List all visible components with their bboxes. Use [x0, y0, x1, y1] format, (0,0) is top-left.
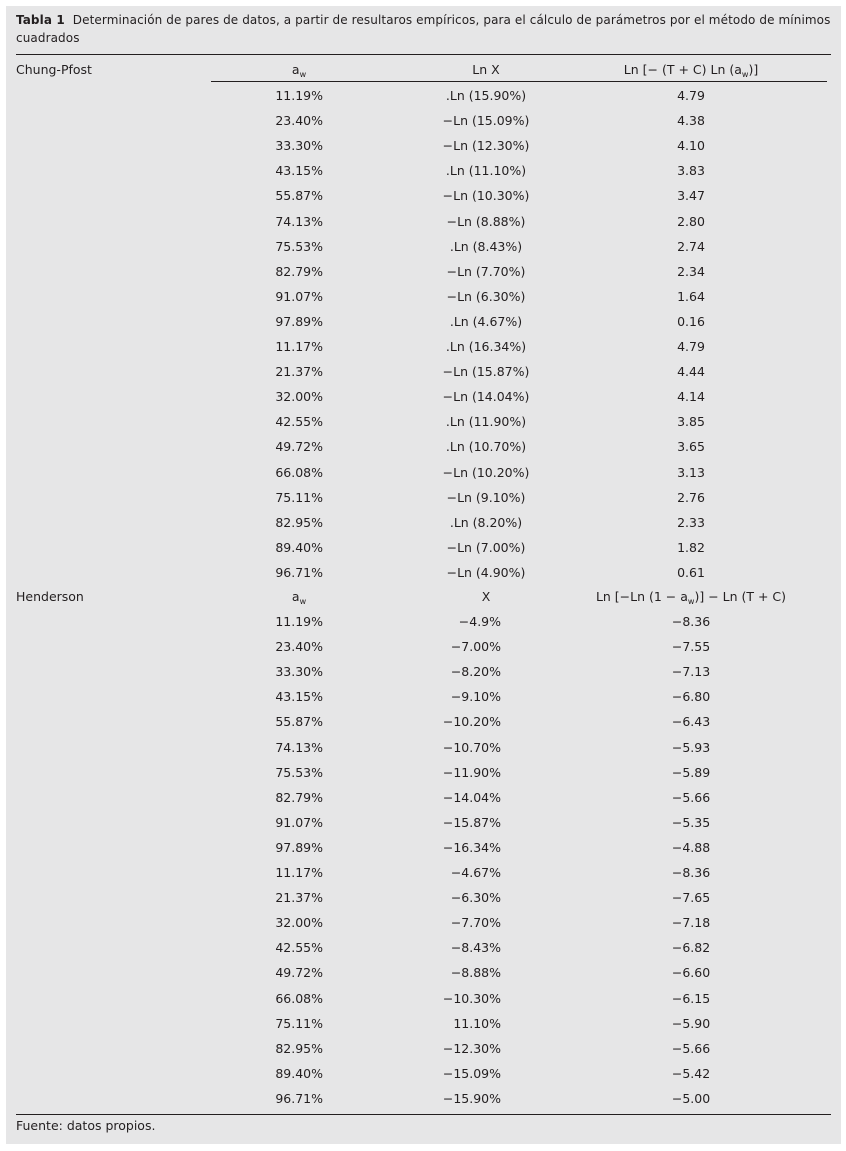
table-row: [6, 485, 841, 510]
table-row: [6, 735, 841, 760]
henderson-aw-value: 11.17%: [275, 865, 323, 880]
table-row: [6, 209, 841, 234]
chung-x-value: −Ln (14.04%): [442, 389, 530, 405]
chung-ln-value: 4.44: [677, 364, 705, 380]
chung-ln-value: 3.85: [677, 414, 705, 430]
chung-ln-value: 0.61: [677, 564, 705, 580]
chung-x-value: −Ln (15.87%): [442, 364, 530, 380]
chung-aw-value: 21.37%: [275, 364, 323, 380]
table-row: [6, 684, 841, 709]
henderson-x-value: −4.67%: [450, 865, 501, 880]
henderson-x-value: −12.30%: [442, 1040, 501, 1056]
henderson-ln-value: −8.36: [671, 614, 711, 629]
chung-ln-value: 4.10: [677, 138, 705, 154]
chung-ln-value: 4.14: [677, 389, 705, 405]
henderson-x-value: −9.10%: [450, 689, 501, 705]
henderson-x-value: −7.70%: [450, 915, 501, 931]
bottom-rule: [16, 1114, 831, 1115]
henderson-ln-value: −5.66: [671, 1040, 711, 1056]
henderson-aw-value: 33.30%: [275, 664, 323, 680]
chung-aw-value: 75.53%: [275, 238, 323, 254]
chung-ln-value: 3.13: [677, 464, 705, 480]
henderson-ln-value: −5.89: [671, 764, 711, 780]
table-row: [6, 560, 841, 585]
chung-ln-value: 2.80: [677, 213, 705, 229]
chung-x-value: −Ln (15.09%): [442, 113, 530, 129]
chung-aw-value: 23.40%: [275, 113, 323, 129]
henderson-aw-value: 43.15%: [275, 689, 323, 705]
table-row: [6, 860, 841, 885]
table-row: [6, 83, 841, 108]
henderson-ln-value: −6.82: [671, 940, 711, 956]
table-row: [6, 1061, 841, 1086]
henderson-aw-value: 49.72%: [275, 965, 323, 981]
chung-aw-value: 74.13%: [275, 213, 323, 229]
chung-x-value: −Ln (10.20%): [442, 464, 530, 480]
table-row: [6, 709, 841, 734]
chung-ln-value: 1.64: [677, 288, 705, 304]
henderson-ln-value: −6.80: [671, 689, 711, 705]
table-label: Tabla 1: [16, 13, 65, 27]
table-row: [6, 835, 841, 860]
chung-ln-value: 2.76: [677, 489, 705, 505]
henderson-aw-value: 74.13%: [275, 739, 323, 755]
chung-aw-value: 32.00%: [275, 389, 323, 405]
table-row: [6, 510, 841, 535]
chung-ln-value: 4.38: [677, 113, 705, 129]
henderson-ln-value: −4.88: [671, 839, 711, 855]
chung-x-value: −Ln (6.30%): [446, 288, 526, 304]
henderson-x-value: −10.20%: [442, 714, 501, 730]
table-panel: [6, 6, 841, 1144]
henderson-x-value: −11.90%: [442, 764, 501, 780]
table-row: [6, 986, 841, 1011]
chung-col-aw: $a_w$: [291, 62, 307, 79]
chung-col-lnx: Ln X: [472, 62, 500, 77]
henderson-col-x: X: [481, 589, 491, 604]
henderson-ln-value: −8.36: [671, 865, 711, 880]
chung-col-ln: Ln [− (T + C) Ln $(a_w)$]: [623, 62, 759, 79]
table-row: [6, 1036, 841, 1061]
chung-aw-value: 11.19%: [275, 88, 323, 103]
table-footnote: Fuente: datos propios.: [16, 1118, 156, 1133]
chung-x-value: .Ln (11.10%): [445, 163, 527, 179]
henderson-ln-value: −5.66: [671, 789, 711, 805]
henderson-ln-value: −6.15: [671, 990, 711, 1006]
henderson-x-value: −14.04%: [442, 789, 501, 805]
table-row: [6, 334, 841, 359]
henderson-ln-value: −5.93: [671, 739, 711, 755]
table-row: [6, 659, 841, 684]
henderson-col-ln: Ln [−Ln $(1 - a_w)] - Ln$ (T + C): [595, 589, 787, 606]
henderson-x-value: −15.87%: [442, 814, 501, 830]
henderson-x-value: −6.30%: [450, 890, 501, 906]
henderson-aw-value: 75.53%: [275, 764, 323, 780]
chung-aw-value: 89.40%: [275, 539, 323, 555]
henderson-x-value: −8.20%: [450, 664, 501, 680]
henderson-aw-value: 82.95%: [275, 1040, 323, 1056]
table-row: [6, 234, 841, 259]
henderson-aw-value: 55.87%: [275, 714, 323, 730]
henderson-x-value: −10.70%: [442, 739, 501, 755]
chung-aw-value: 43.15%: [275, 163, 323, 179]
henderson-ln-value: −7.65: [671, 890, 711, 906]
table-row: [6, 359, 841, 384]
chung-x-value: .Ln (10.70%): [445, 439, 527, 455]
table-row: [6, 434, 841, 459]
table-row: [6, 108, 841, 133]
chung-ln-value: 2.74: [677, 238, 705, 254]
table-row: [6, 259, 841, 284]
henderson-x-value: −8.43%: [450, 940, 501, 956]
table-row: [6, 409, 841, 434]
henderson-x-value: −16.34%: [442, 839, 501, 855]
henderson-ln-value: −5.35: [671, 814, 711, 830]
table-row: [6, 1086, 841, 1111]
henderson-ln-value: −6.60: [671, 965, 711, 981]
chung-ln-value: 3.47: [677, 188, 705, 204]
chung-ln-value: 4.79: [677, 339, 705, 354]
chung-model-name: Chung-Pfost: [16, 62, 92, 77]
table-row: [6, 158, 841, 183]
chung-x-value: −Ln (7.00%): [446, 539, 526, 555]
henderson-aw-value: 97.89%: [275, 839, 323, 855]
henderson-model-name: Henderson: [16, 589, 84, 604]
table-row: [6, 535, 841, 560]
table-row: [6, 785, 841, 810]
chung-ln-value: 3.65: [677, 439, 705, 455]
henderson-aw-value: 21.37%: [275, 890, 323, 906]
table-row: [6, 935, 841, 960]
chung-aw-value: 42.55%: [275, 414, 323, 430]
chung-ln-value: 2.34: [677, 263, 705, 279]
chung-aw-value: 11.17%: [275, 339, 323, 354]
chung-x-value: −Ln (7.70%): [446, 263, 526, 279]
chung-x-value: −Ln (12.30%): [442, 138, 530, 154]
henderson-aw-value: 96.71%: [275, 1090, 323, 1106]
table-row: [6, 284, 841, 309]
henderson-aw-value: 82.79%: [275, 789, 323, 805]
table-row: [6, 384, 841, 409]
chung-x-value: −Ln (9.10%): [446, 489, 526, 505]
chung-aw-value: 49.72%: [275, 439, 323, 455]
chung-aw-value: 96.71%: [275, 564, 323, 580]
henderson-aw-value: 91.07%: [275, 814, 323, 830]
henderson-aw-value: 23.40%: [275, 639, 323, 655]
henderson-ln-value: −5.42: [671, 1065, 711, 1081]
henderson-x-value: 11.10%: [453, 1015, 501, 1031]
table-row: [6, 960, 841, 985]
henderson-header-row: [6, 584, 841, 609]
chung-aw-value: 82.79%: [275, 263, 323, 279]
top-rule: [16, 54, 831, 55]
chung-x-value: −Ln (10.30%): [442, 188, 530, 204]
henderson-aw-value: 89.40%: [275, 1065, 323, 1081]
henderson-ln-value: −7.55: [671, 639, 711, 655]
chung-x-value: .Ln (15.90%): [445, 88, 527, 103]
table-row: [6, 309, 841, 334]
chung-ln-value: 3.83: [677, 163, 705, 179]
chung-ln-value: 1.82: [677, 539, 705, 555]
henderson-aw-value: 42.55%: [275, 940, 323, 956]
henderson-x-value: −4.9%: [458, 614, 501, 629]
table-row: [6, 885, 841, 910]
table-row: [6, 910, 841, 935]
henderson-x-value: −15.09%: [442, 1065, 501, 1081]
chung-aw-value: 55.87%: [275, 188, 323, 204]
table-row: [6, 609, 841, 634]
chung-x-value: .Ln (8.20%): [449, 514, 523, 530]
henderson-ln-value: −5.00: [671, 1090, 711, 1106]
chung-aw-value: 97.89%: [275, 313, 323, 329]
henderson-aw-value: 66.08%: [275, 990, 323, 1006]
table-caption-text: Determinación de pares de datos, a partir de resultaros empíricos, para el cálculo de parámetros por el método de mínimos cuadrados: [16, 13, 831, 45]
henderson-ln-value: −5.90: [671, 1015, 711, 1031]
chung-x-value: .Ln (11.90%): [445, 414, 527, 430]
henderson-aw-value: 11.19%: [275, 614, 323, 629]
chung-x-value: .Ln (8.43%): [449, 238, 523, 254]
chung-x-value: .Ln (4.67%): [449, 313, 523, 329]
henderson-ln-value: −7.13: [671, 664, 711, 680]
table-row: [6, 460, 841, 485]
henderson-x-value: −10.30%: [442, 990, 501, 1006]
henderson-x-value: −15.90%: [442, 1090, 501, 1106]
chung-aw-value: 33.30%: [275, 138, 323, 154]
henderson-col-aw: $a_w$: [291, 589, 307, 606]
chung-x-value: −Ln (8.88%): [446, 213, 526, 229]
chung-x-value: .Ln (16.34%): [445, 339, 527, 354]
chung-x-value: −Ln (4.90%): [446, 564, 526, 580]
table-row: [6, 133, 841, 158]
header-sub-rule: [211, 81, 827, 82]
table-row: [6, 760, 841, 785]
henderson-ln-value: −6.43: [671, 714, 711, 730]
table-row: [6, 634, 841, 659]
chung-header-row: [6, 57, 841, 82]
henderson-ln-value: −7.18: [671, 915, 711, 931]
chung-ln-value: 2.33: [677, 514, 705, 530]
table-row: [6, 1011, 841, 1036]
henderson-aw-value: 32.00%: [275, 915, 323, 931]
chung-aw-value: 82.95%: [275, 514, 323, 530]
chung-aw-value: 66.08%: [275, 464, 323, 480]
table-row: [6, 810, 841, 835]
chung-aw-value: 91.07%: [275, 288, 323, 304]
chung-aw-value: 75.11%: [275, 489, 323, 505]
henderson-aw-value: 75.11%: [275, 1015, 323, 1031]
table-row: [6, 183, 841, 208]
henderson-x-value: −8.88%: [450, 965, 501, 981]
chung-ln-value: 0.16: [677, 313, 705, 329]
chung-ln-value: 4.79: [677, 88, 705, 103]
table-caption: [16, 11, 831, 47]
henderson-x-value: −7.00%: [450, 639, 501, 655]
